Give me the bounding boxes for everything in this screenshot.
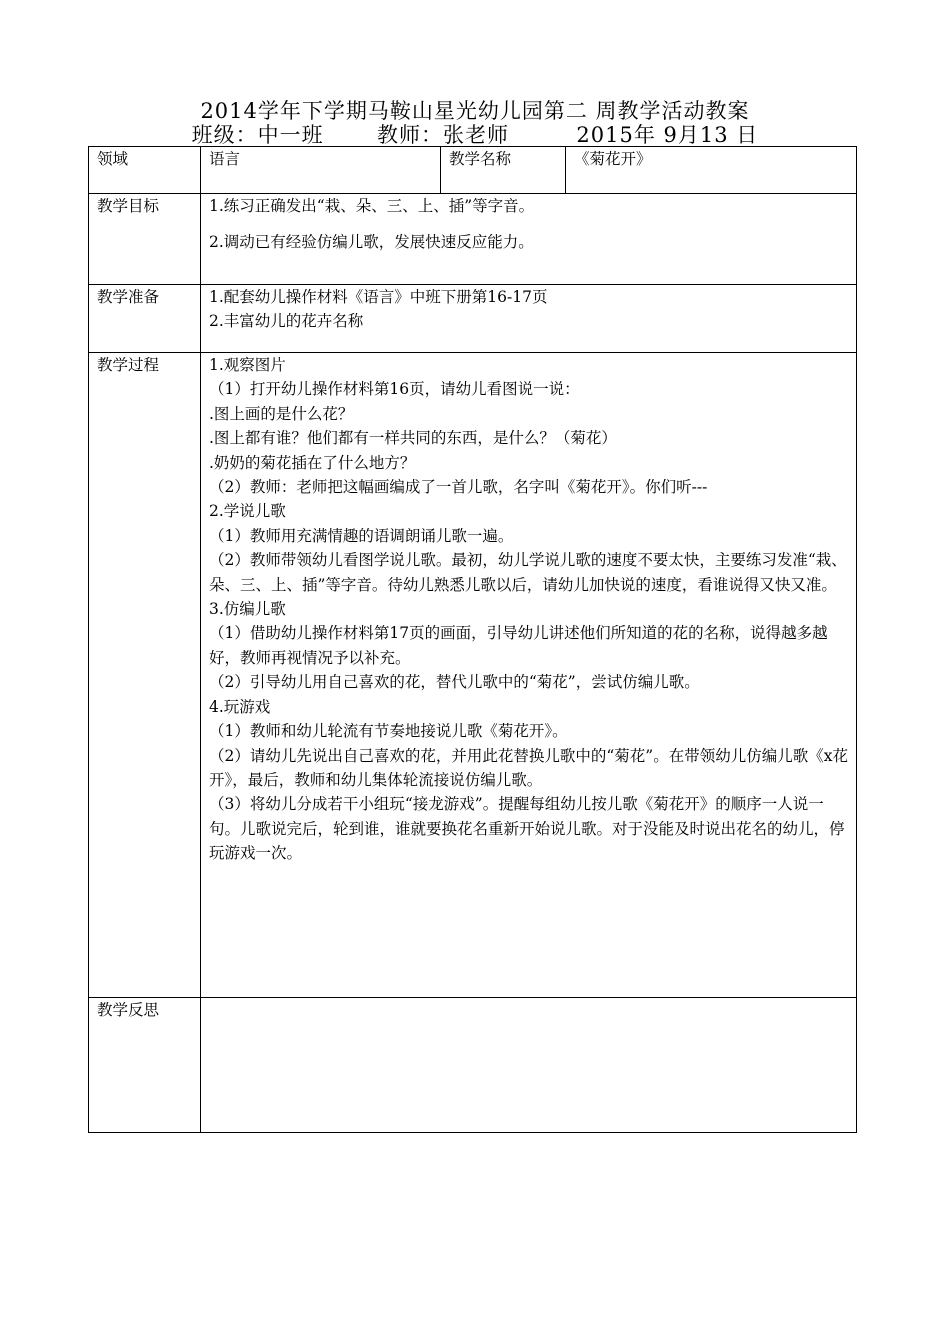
process-line: 3.仿编儿歌 [209, 600, 286, 619]
goals-cell [201, 194, 857, 285]
row-prep [89, 285, 857, 353]
date: 2015年 9月13 日 [576, 123, 759, 147]
field-value: 语言 [201, 147, 441, 194]
teacher-info: 教师：张老师 [377, 123, 510, 147]
row-reflection [89, 998, 857, 1133]
class-info: 班级：中一班 [191, 123, 324, 147]
process-line: （1）借助幼儿操作材料第17页的画面，引导幼儿讲述他们所知道的花的名称，说得越多越好，教师再视情况予以补充。 [209, 624, 828, 667]
field-label: 领域 [89, 147, 201, 194]
process-line: （1）教师用充满情趣的语调朗诵儿歌一遍。 [209, 526, 514, 545]
goal-item: 2.调动已有经验仿编儿歌，发展快速反应能力。 [209, 233, 534, 252]
goals-label: 教学目标 [89, 194, 201, 285]
process-cell [201, 353, 857, 998]
process-line: （1）打开幼儿操作材料第16页，请幼儿看图说一说： [209, 380, 580, 399]
reflection-cell [201, 998, 857, 1133]
process-line: （2）教师：老师把这幅画编成了一首儿歌，名字叫《菊花开》。你们听--- [209, 478, 708, 497]
prep-cell [201, 285, 857, 353]
goal-item: 1.练习正确发出“栽、朵、三、上、插”等字音。 [209, 197, 535, 215]
row-goals [89, 194, 857, 285]
process-line: （1）教师和幼儿轮流有节奏地接说儿歌《菊花开》。 [209, 722, 568, 741]
name-label: 教学名称 [441, 147, 566, 194]
name-value: 《菊花开》 [566, 147, 857, 194]
prep-item: 2.丰富幼儿的花卉名称 [209, 312, 364, 331]
process-line: （3）将幼儿分成若干小组玩“接龙游戏”。提醒每组幼儿按儿歌《菊花开》的顺序一人说一句。儿歌说完后，轮到谁，谁就要换花名重新开始说儿歌。对于没能及时说出花名的幼儿，停玩游戏一次。 [209, 795, 845, 863]
process-line: .图上都有谁？他们都有一样共同的东西，是什么？（菊花） [209, 429, 617, 448]
process-line: .奶奶的菊花插在了什么地方？ [209, 453, 416, 472]
process-line: .图上画的是什么花？ [209, 404, 354, 423]
row-field [89, 147, 857, 194]
row-process [89, 353, 857, 998]
header-info-line [0, 122, 950, 148]
page-title: 2014学年下学期马鞍山星光幼儿园第二 周教学活动教案 [200, 99, 750, 123]
process-line: 1.观察图片 [209, 356, 286, 374]
process-label: 教学过程 [89, 353, 201, 998]
prep-item: 1.配套幼儿操作材料《语言》中班下册第16-17页 [209, 288, 548, 306]
process-line: （2）引导幼儿用自己喜欢的花，替代儿歌中的“菊花”，尝试仿编儿歌。 [209, 673, 700, 692]
process-line: （2）请幼儿先说出自己喜欢的花，并用此花替换儿歌中的“菊花”。在带领幼儿仿编儿歌《x花开》，最后，教师和幼儿集体轮流接说仿编儿歌。 [209, 746, 848, 789]
prep-label: 教学准备 [89, 285, 201, 353]
lesson-plan-table [88, 146, 857, 1133]
process-line: 4.玩游戏 [209, 697, 271, 716]
reflection-label: 教学反思 [89, 998, 201, 1133]
process-line: 2.学说儿歌 [209, 502, 286, 521]
process-line: （2）教师带领幼儿看图学说儿歌。最初，幼儿学说儿歌的速度不要太快，主要练习发准“栽、朵、三、上、插”等字音。待幼儿熟悉儿歌以后，请幼儿加快说的速度，看谁说得又快又准。 [209, 551, 847, 594]
